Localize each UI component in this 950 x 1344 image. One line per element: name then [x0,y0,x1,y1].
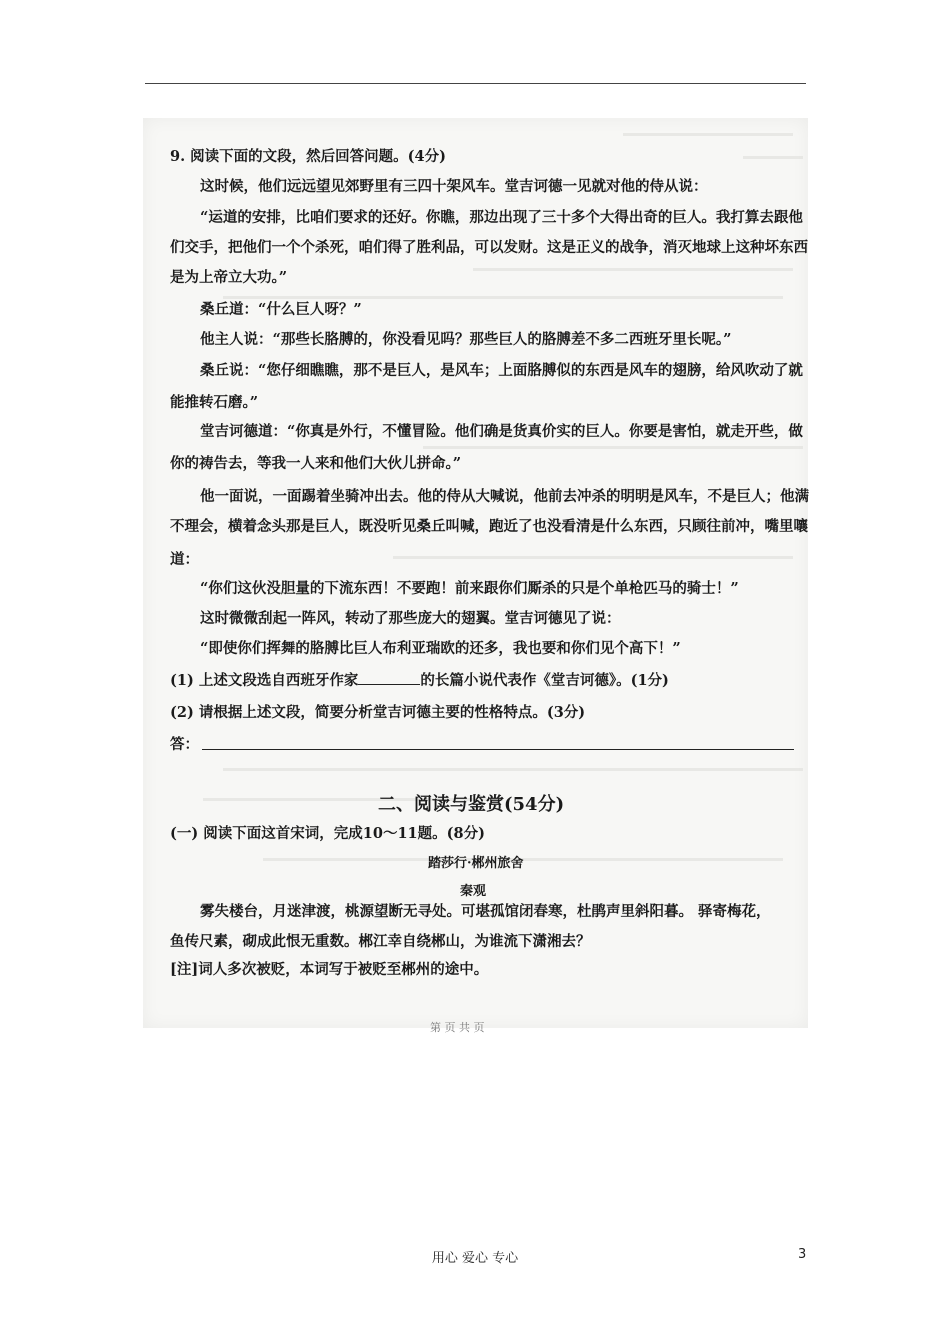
passage-line: 桑丘道：“什么巨人呀？” [200,301,362,318]
sub-question-1-text: (1) 上述文段选自西班牙作家 [170,672,359,689]
poem-note: [注]词人多次被贬，本词写于被贬至郴州的途中。 [170,961,489,978]
passage-line: “即使你们挥舞的胳膊比巨人布利亚瑞欧的还多，我也要和你们见个高下！” [200,640,681,657]
passage-line: 能推转石磨。” [170,394,259,411]
passage-line: 道： [170,551,199,568]
passage-line: 堂吉诃德道：“你真是外行，不懂冒险。他们确是货真价实的巨人。你要是害怕，就走开些，做 [200,423,803,440]
footer-motto: 用心 爱心 专心 [431,1251,519,1266]
passage-line: 桑丘说：“您仔细瞧瞧，那不是巨人，是风车；上面胳膊似的东西是风车的翅膀，给风吹动了就 [200,362,803,379]
header-rule [145,83,806,84]
passage-line: 这时候，他们远远望见郊野里有三四十架风车。堂吉诃德一见就对他的侍从说： [200,178,708,195]
passage-line: 不理会，横着念头那是巨人，既没听见桑丘叫喊，跑近了也没看清是什么东西，只顾往前冲，嘴里嚷 [170,518,808,535]
passage-line: 他一面说，一面踢着坐骑冲出去。他的侍从大喊说，他前去冲杀的明明是风车，不是巨人；他满 [200,488,809,505]
sub-question-2: (2) 请根据上述文段，简要分析堂吉诃德主要的性格特点。(3分) [170,704,586,721]
part-instruction: (一) 阅读下面这首宋词，完成10～11题。(8分) [170,825,485,842]
answer-line[interactable] [202,749,794,750]
passage-line: 你的祷告去，等我一人来和他们大伙儿拼命。” [170,455,462,472]
answer-label: 答： [170,736,199,753]
passage-line: 们交手，把他们一个个杀死，咱们得了胜利品，可以发财。这是正义的战争，消灭地球上这种坏东西 [170,239,808,256]
scan-page-footer: 第 页 共 页 [430,1021,485,1034]
section-heading: 二、阅读与鉴赏(54分) [378,794,565,815]
poem-line: 雾失楼台，月迷津渡，桃源望断无寻处。可堪孤馆闭春寒，杜鹃声里斜阳暮。 驿寄梅花， [200,903,771,920]
sub-question-1-tail: 的长篇小说代表作《堂吉诃德》。(1分) [420,672,669,689]
passage-line: 这时微微刮起一阵风，转动了那些庞大的翅翼。堂吉诃德见了说： [200,610,621,627]
poem-author: 秦观 [460,884,487,899]
question-9-title: 9. 阅读下面的文段，然后回答问题。(4分) [170,148,446,165]
passage-line: “运道的安排，比咱们要求的还好。你瞧，那边出现了三十多个大得出奇的巨人。我打算去跟他 [200,209,803,226]
page-number: 3 [798,1247,807,1262]
poem-line: 鱼传尺素，砌成此恨无重数。郴江幸自绕郴山，为谁流下潇湘去？ [170,933,591,950]
passage-line: “你们这伙没胆量的下流东西！不要跑！前来跟你们厮杀的只是个单枪匹马的骑士！” [200,580,739,597]
fill-in-blank[interactable] [358,671,420,685]
passage-line: 是为上帝立大功。” [170,269,288,286]
passage-line: 他主人说：“那些长胳膊的，你没看见吗？那些巨人的胳膊差不多二西班牙里长呢。” [200,331,732,348]
sub-question-1 [170,671,795,690]
poem-title: 踏莎行·郴州旅舍 [428,856,524,871]
